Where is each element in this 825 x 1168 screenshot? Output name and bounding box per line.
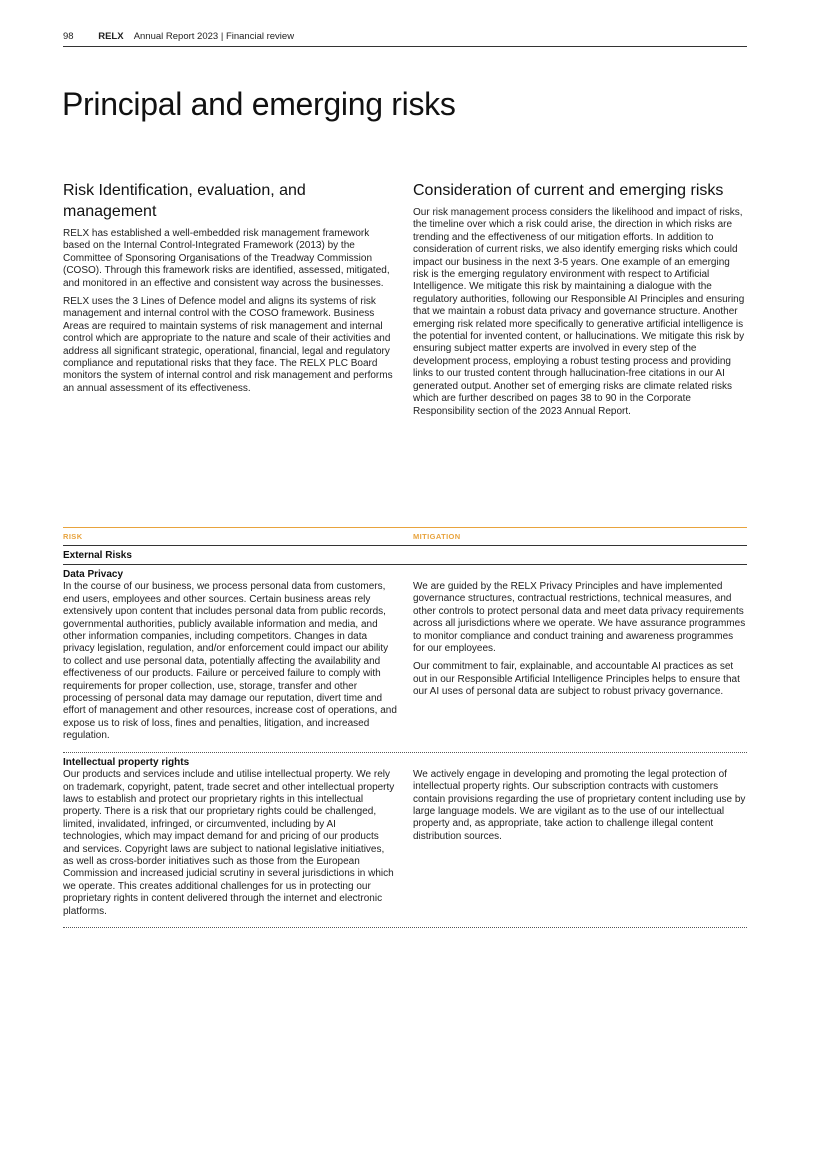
mitigation-cell [413, 569, 747, 749]
document-title: Annual Report 2023 | Financial review [133, 31, 295, 42]
section-label: External Risks [63, 546, 747, 565]
brand-name: RELX [98, 31, 124, 42]
risk-identification-heading: Risk Identification, evaluation, and management [63, 182, 306, 220]
page-number: 98 [63, 31, 74, 42]
paragraph: Our risk management process considers the likelihood and impact of risks, the timeline over which a risk could arise, the direction in which risks are trending and the effectiveness of our mitigation efforts. In addition to consideration of current risks, we also identify emerging risks which could impact our business in the next 3-5 years. One example of an emerging risk is the emerging regulatory environment with respect to Artificial Intelligence. We mitigate this risk by maintaining a dialogue with the regulatory authorities, following our Responsible AI Principles and ensuring that we maintain a robust data privacy and governance structure. Another emerging risk related more specifically to generative artificial intelligence is the potential for invented content, or hallucinations. We mitigate this risk by ensuring subject matter experts are involved in every step of the development process, employing a robust testing process and providing links to our trusted content through hallucination-free citations in our AI generated output. Another set of emerging risks are climate related risks which are further described on pages 38 to 90 in the Corporate Responsibility section of the 2023 Annual Report. [413, 207, 745, 417]
mitigation-text: Our commitment to fair, explainable, and accountable AI practices as set out in our Responsible Artificial Intelligence Principles helps to ensure that our AI uses of personal data are subject to robust privacy governance. [413, 661, 740, 698]
risk-cell [63, 757, 397, 924]
risk-table [63, 527, 747, 928]
emerging-risks-heading: Consideration of current and emerging risks [413, 182, 724, 199]
paragraph: RELX uses the 3 Lines of Defence model and aligns its systems of risk management and internal control with the COSO framework. Business Areas are required to maintain systems of risk management and internal control which are appropriate to the nature and scale of their activities and address all significant strategic, operational, financial, legal and regulatory compliance and reputational risks that they face. The RELX PLC Board monitors the system of internal control and risk management and performs an annual assessment of its effectiveness. [63, 296, 393, 394]
risk-identification-section [63, 180, 397, 401]
risk-title: Data Privacy [63, 569, 124, 580]
mitigation-column-header: MITIGATION [413, 532, 461, 541]
mitigation-text: We actively engage in developing and promoting the legal protection of intellectual property rights. Our subscription contracts with customers contain provisions regarding the use of proprietary content including use by large language models. We are vigilant as to the use of our intellectual property and, as appropriate, take action to challenge illegal content distribution sources. [413, 768, 746, 842]
risk-title: Intellectual property rights [63, 756, 190, 768]
mitigation-text: We are guided by the RELX Privacy Principles and have implemented governance structures, contractual restrictions, technical measures, and other controls to protect personal data and meet data privacy requirements across all jurisdictions where we operate. We have assurance programmes to monitor compliance and conduct training and awareness programmes for our employees. [413, 581, 746, 655]
emerging-risks-section [413, 180, 747, 424]
page-header [63, 31, 747, 47]
mitigation-cell [413, 757, 747, 924]
risk-column-header: RISK [63, 532, 83, 541]
table-row [63, 753, 747, 928]
page-title: Principal and emerging risks [62, 86, 456, 122]
paragraph: RELX has established a well-embedded risk management framework based on the Internal Control-Integrated Framework (2013) by the Committee of Sponsoring Organisations of the Treadway Commission (COSO). Through this framework risks are identified, assessed, mitigated, and monitored in an effective and consistent way across the businesses. [63, 228, 390, 289]
risk-description: Our products and services include and utilise intellectual property. We rely on trademark, copyright, patent, trade secret and other intellectual property laws to establish and protect our proprietary rights in this intellectual property. There is a risk that our proprietary rights could be challenged, limited, invalidated, infringed, or circumvented, including by AI technologies, which may impact demand for and pricing of our products and services. Copyright laws are subject to national legislative initiatives, as well as cross-border initiatives such as those from the European Commission and increased judicial scrutiny in several jurisdictions in which we operate. This creates additional challenges for us in protecting our proprietary rights in content delivered through the internet and electronic platforms. [63, 769, 395, 917]
table-header [63, 527, 747, 546]
risk-description: In the course of our business, we process personal data from customers, end users, employees and other sources. Certain business areas rely extensively upon content that includes personal data from public records, governmental authorities, publicly available information and media, and other information companies, including competitors. Changes in data privacy legislation, regulation, and/or enforcement could impact our ability to collect and use personal data, potentially affecting the availability and effectiveness of our products. Failure or perceived failure to comply with requirements for proper collection, use, storage, transfer and other processing of personal data may damage our reputation, divert time and effort of management and other resources, increase cost of operations, and expose us to risk of loss, fines and penalties, litigation, and increased regulation. [63, 581, 397, 742]
risk-cell [63, 569, 397, 749]
table-row [63, 565, 747, 753]
